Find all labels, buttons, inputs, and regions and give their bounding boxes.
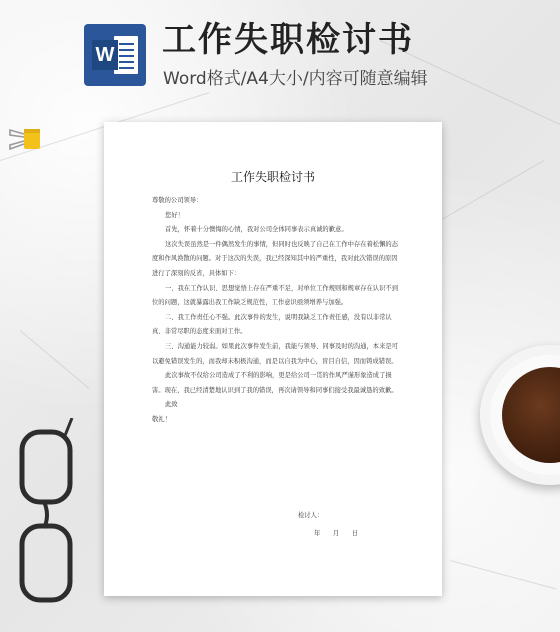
coffee-cup-icon (480, 345, 560, 485)
document-paragraph: 一、我在工作认识、思想觉悟上存在严重不足，对单位工作规则和规章存在认识不到位的问题，这就暴露出我工作缺乏规范性，工作意识亟须增养与加强。 (152, 284, 398, 307)
document-closing-salute: 敬礼！ (152, 415, 171, 423)
document-paragraph: 三、沟通能力较弱。如果此次事件发生前，我能与领导、同事及时的沟通，本来是可以避免错误发生的，而我却未积极沟通，而是以自我为中心，盲目自信，因而铸成错误。 (152, 342, 398, 365)
document-paragraph: 二、我工作责任心不强。此次事件的发生，说明我缺乏工作责任感，没有以非常认真、非常尽职的态度来面对工作。 (152, 313, 392, 336)
page-title: 工作失职检讨书 (162, 20, 414, 60)
document-date-line: 年 月 日 (314, 530, 359, 537)
document-salutation: 尊敬的公司领导： (152, 197, 203, 204)
glasses-icon (14, 418, 84, 608)
word-icon (84, 24, 146, 86)
document-body (152, 194, 402, 428)
document-page (104, 122, 442, 596)
document-paragraph: 此次事故不仅给公司造成了不利的影响，更是给公司一贯的作风严谨形象造成了损害。现在，我已经清楚地认识到了我的错误，再次请领导和同事们接受我最诚恳的致歉。 (152, 372, 398, 394)
document-greeting: 您好！ (165, 211, 184, 219)
marble-vein (20, 330, 90, 389)
marble-vein (450, 560, 557, 589)
page-subtitle: Word格式/A4大小/内容可随意编辑 (163, 69, 428, 89)
word-icon-letter: W (92, 40, 118, 70)
document-paragraph: 首先，怀着十分懊悔的心情，我对公司全体同事表示真诚的歉意。 (165, 226, 348, 234)
document-signer-label: 检讨人： (298, 512, 324, 519)
document-paragraph: 这次失误虽然是一件偶然发生的事情，但同时也反映了自己在工作中存在着松懈的态度和作风涣散的问题。对于这次的失误，我已经深知其中的严重性，我对此次错误的原因进行了深刻的反省，具体如下： (152, 240, 398, 277)
coffee (502, 367, 560, 463)
document-title: 工作失职检讨书 (230, 170, 315, 184)
document-closing: 此致 (165, 401, 178, 409)
binder-clip-icon (6, 126, 42, 152)
marble-vein (440, 160, 544, 221)
